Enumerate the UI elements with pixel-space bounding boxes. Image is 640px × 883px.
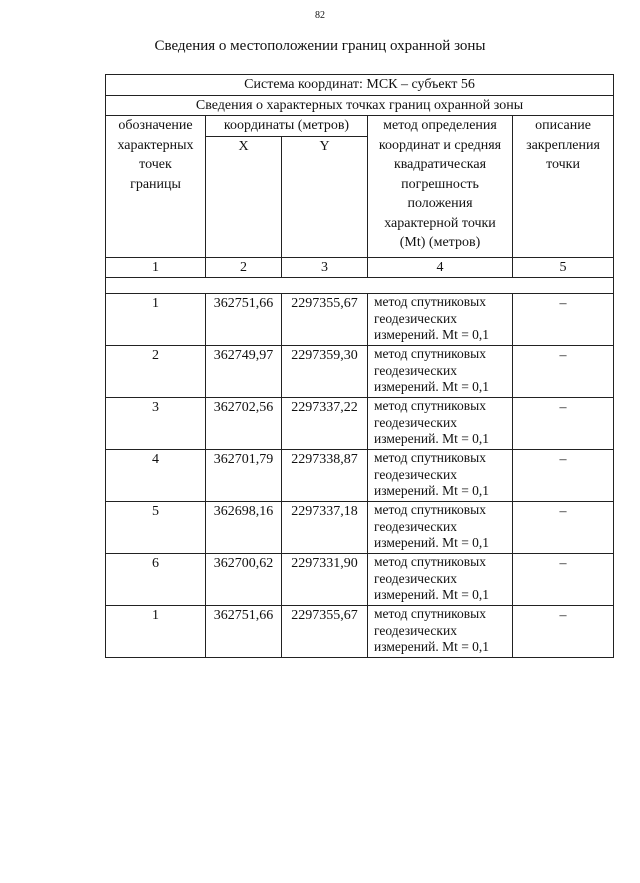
method-cell: [368, 502, 513, 554]
table-row: [106, 450, 614, 502]
header-coordinates: координаты (метров): [206, 116, 368, 137]
method-line: метод спутниковых: [374, 450, 486, 465]
coordinate-x: 362700,62: [206, 554, 282, 606]
header-description: [513, 116, 614, 258]
method-line: геодезических: [374, 466, 457, 482]
method-line: измерений. Mt = 0,1: [374, 639, 490, 654]
empty-cell: [106, 278, 614, 294]
method-line: измерений. Mt = 0,1: [374, 535, 490, 550]
column-number: 3: [282, 257, 368, 278]
method-line: геодезических: [374, 570, 457, 586]
header-description-line: описание: [535, 118, 591, 133]
point-designation: 5: [106, 502, 206, 554]
method-line: геодезических: [374, 414, 457, 430]
header-description-line: точки: [546, 157, 580, 172]
method-line: геодезических: [374, 622, 457, 638]
coordinate-y: 2297338,87: [282, 450, 368, 502]
header-designation-line: границы: [130, 176, 181, 192]
column-number: 1: [106, 257, 206, 278]
header-designation-line: характерных: [117, 137, 194, 153]
coordinate-x: 362751,66: [206, 294, 282, 346]
coordinate-y: 2297359,30: [282, 346, 368, 398]
coordinate-x: 362698,16: [206, 502, 282, 554]
method-cell: [368, 294, 513, 346]
method-line: измерений. Mt = 0,1: [374, 483, 490, 498]
header-method-line: положения: [407, 196, 473, 211]
table-row: [106, 502, 614, 554]
header-method: [368, 116, 513, 258]
coordinate-y: 2297337,18: [282, 502, 368, 554]
header-y: Y: [282, 136, 368, 257]
header-description-line: закрепления: [526, 137, 600, 153]
column-number: 5: [513, 257, 614, 278]
method-cell: [368, 554, 513, 606]
table-row: [106, 294, 614, 346]
description-dash: –: [513, 294, 614, 346]
method-line: геодезических: [374, 362, 457, 378]
method-line: измерений. Mt = 0,1: [374, 327, 490, 342]
column-number: 4: [368, 257, 513, 278]
method-line: метод спутниковых: [374, 502, 486, 517]
method-line: метод спутниковых: [374, 554, 486, 569]
table-row: [106, 346, 614, 398]
method-line: измерений. Mt = 0,1: [374, 379, 490, 394]
coordinate-y: 2297331,90: [282, 554, 368, 606]
description-dash: –: [513, 398, 614, 450]
coordinate-y: 2297337,22: [282, 398, 368, 450]
header-method-line: (Mt) (метров): [399, 235, 481, 250]
header-x: X: [206, 136, 282, 257]
table-row: [106, 554, 614, 606]
header-method-line: квадратическая: [393, 157, 487, 172]
page-title: Сведения о местоположении границ охранной зоны: [154, 38, 486, 54]
method-cell: [368, 346, 513, 398]
header-method-line: характерной точки: [384, 215, 496, 231]
point-designation: 2: [106, 346, 206, 398]
description-dash: –: [513, 554, 614, 606]
description-dash: –: [513, 450, 614, 502]
method-line: измерений. Mt = 0,1: [374, 431, 490, 446]
method-cell: [368, 450, 513, 502]
header-method-line: погрешность: [401, 176, 479, 192]
header-method-line: координат и средняя: [378, 137, 502, 153]
coordinate-x: 362751,66: [206, 606, 282, 658]
method-line: измерений. Mt = 0,1: [374, 587, 490, 602]
coordinate-x: 362702,56: [206, 398, 282, 450]
coordinate-x: 362701,79: [206, 450, 282, 502]
coordinate-x: 362749,97: [206, 346, 282, 398]
page-number: 82: [315, 10, 325, 21]
method-line: метод спутниковых: [374, 398, 486, 413]
column-number: 2: [206, 257, 282, 278]
point-designation: 1: [106, 294, 206, 346]
description-dash: –: [513, 346, 614, 398]
description-dash: –: [513, 502, 614, 554]
coordinate-y: 2297355,67: [282, 606, 368, 658]
description-dash: –: [513, 606, 614, 658]
method-cell: [368, 398, 513, 450]
table-row: [106, 398, 614, 450]
method-cell: [368, 606, 513, 658]
header-designation-line: точек: [139, 157, 172, 172]
coordinate-y: 2297355,67: [282, 294, 368, 346]
empty-separator-row: [106, 278, 614, 294]
point-designation: 6: [106, 554, 206, 606]
table-row: [106, 606, 614, 658]
method-line: геодезических: [374, 310, 457, 326]
point-designation: 4: [106, 450, 206, 502]
header-designation: [106, 116, 206, 258]
boundary-points-table: [105, 74, 614, 658]
method-line: метод спутниковых: [374, 294, 486, 309]
method-line: метод спутниковых: [374, 606, 486, 621]
method-line: геодезических: [374, 518, 457, 534]
header-designation-line: обозначение: [118, 118, 193, 133]
point-designation: 3: [106, 398, 206, 450]
header-method-line: метод определения: [383, 118, 497, 133]
coordinate-system-header: Система координат: МСК – субъект 56: [106, 75, 614, 96]
point-designation: 1: [106, 606, 206, 658]
method-line: метод спутниковых: [374, 346, 486, 361]
points-info-header: Сведения о характерных точках границ охранной зоны: [106, 95, 614, 116]
